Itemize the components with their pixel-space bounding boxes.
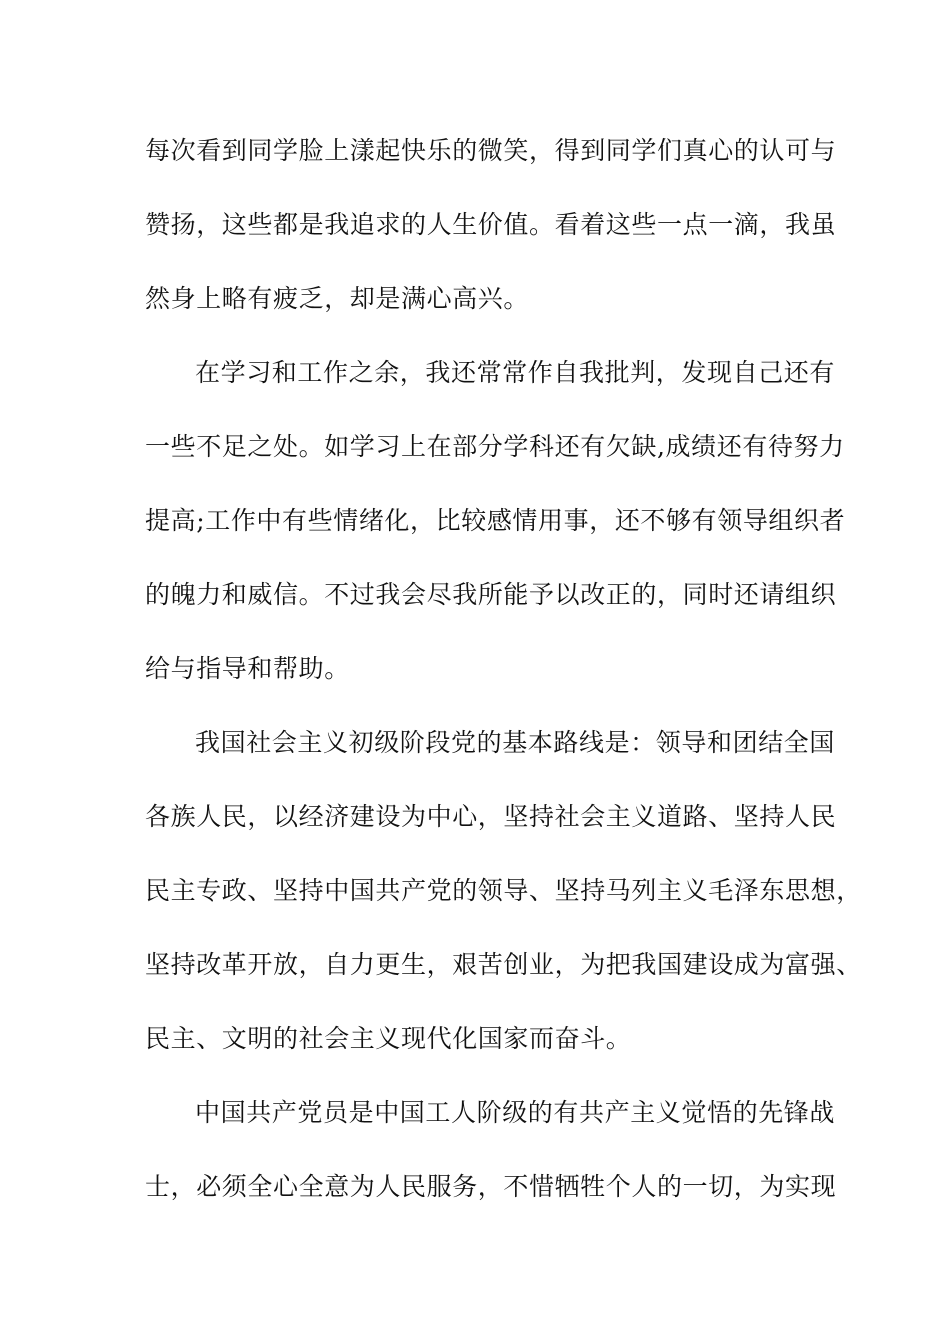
text-line-2: 赞扬，这些都是我追求的人生价值。看着这些一点一滴，我虽 [145, 210, 837, 239]
text-line-5: 一些不足之处。如学习上在部分学科还有欠缺,成绩还有待努力 [145, 432, 845, 461]
text-line-6: 提高;工作中有些情绪化，比较感情用事，还不够有领导组织者 [145, 506, 846, 535]
text-line-1: 每次看到同学脸上漾起快乐的微笑，得到同学们真心的认可与 [145, 136, 837, 165]
text-line-7: 的魄力和威信。不过我会尽我所能予以改正的，同时还请组织 [145, 580, 837, 609]
text-line-8: 给与指导和帮助。 [145, 654, 350, 683]
text-line-4: 在学习和工作之余，我还常常作自我批判，发现自己还有 [195, 358, 836, 387]
text-line-14: 中国共产党员是中国工人阶级的有共产主义觉悟的先锋战 [195, 1098, 836, 1127]
document-body [145, 129, 862, 1239]
text-line-11: 民主专政、坚持中国共产党的领导、坚持马列主义毛泽东思想， [145, 876, 862, 905]
text-line-10: 各族人民，以经济建设为中心，坚持社会主义道路、坚持人民 [145, 802, 837, 831]
text-line-13: 民主、文明的社会主义现代化国家而奋斗。 [145, 1024, 632, 1053]
text-line-15: 士，必须全心全意为人民服务，不惜牺牲个人的一切，为实现 [145, 1172, 837, 1201]
text-line-12: 坚持改革开放，自力更生，艰苦创业，为把我国建设成为富强、 [145, 950, 862, 979]
text-line-9: 我国社会主义初级阶段党的基本路线是：领导和团结全国 [195, 728, 836, 757]
text-line-3: 然身上略有疲乏，却是满心高兴。 [145, 284, 530, 313]
